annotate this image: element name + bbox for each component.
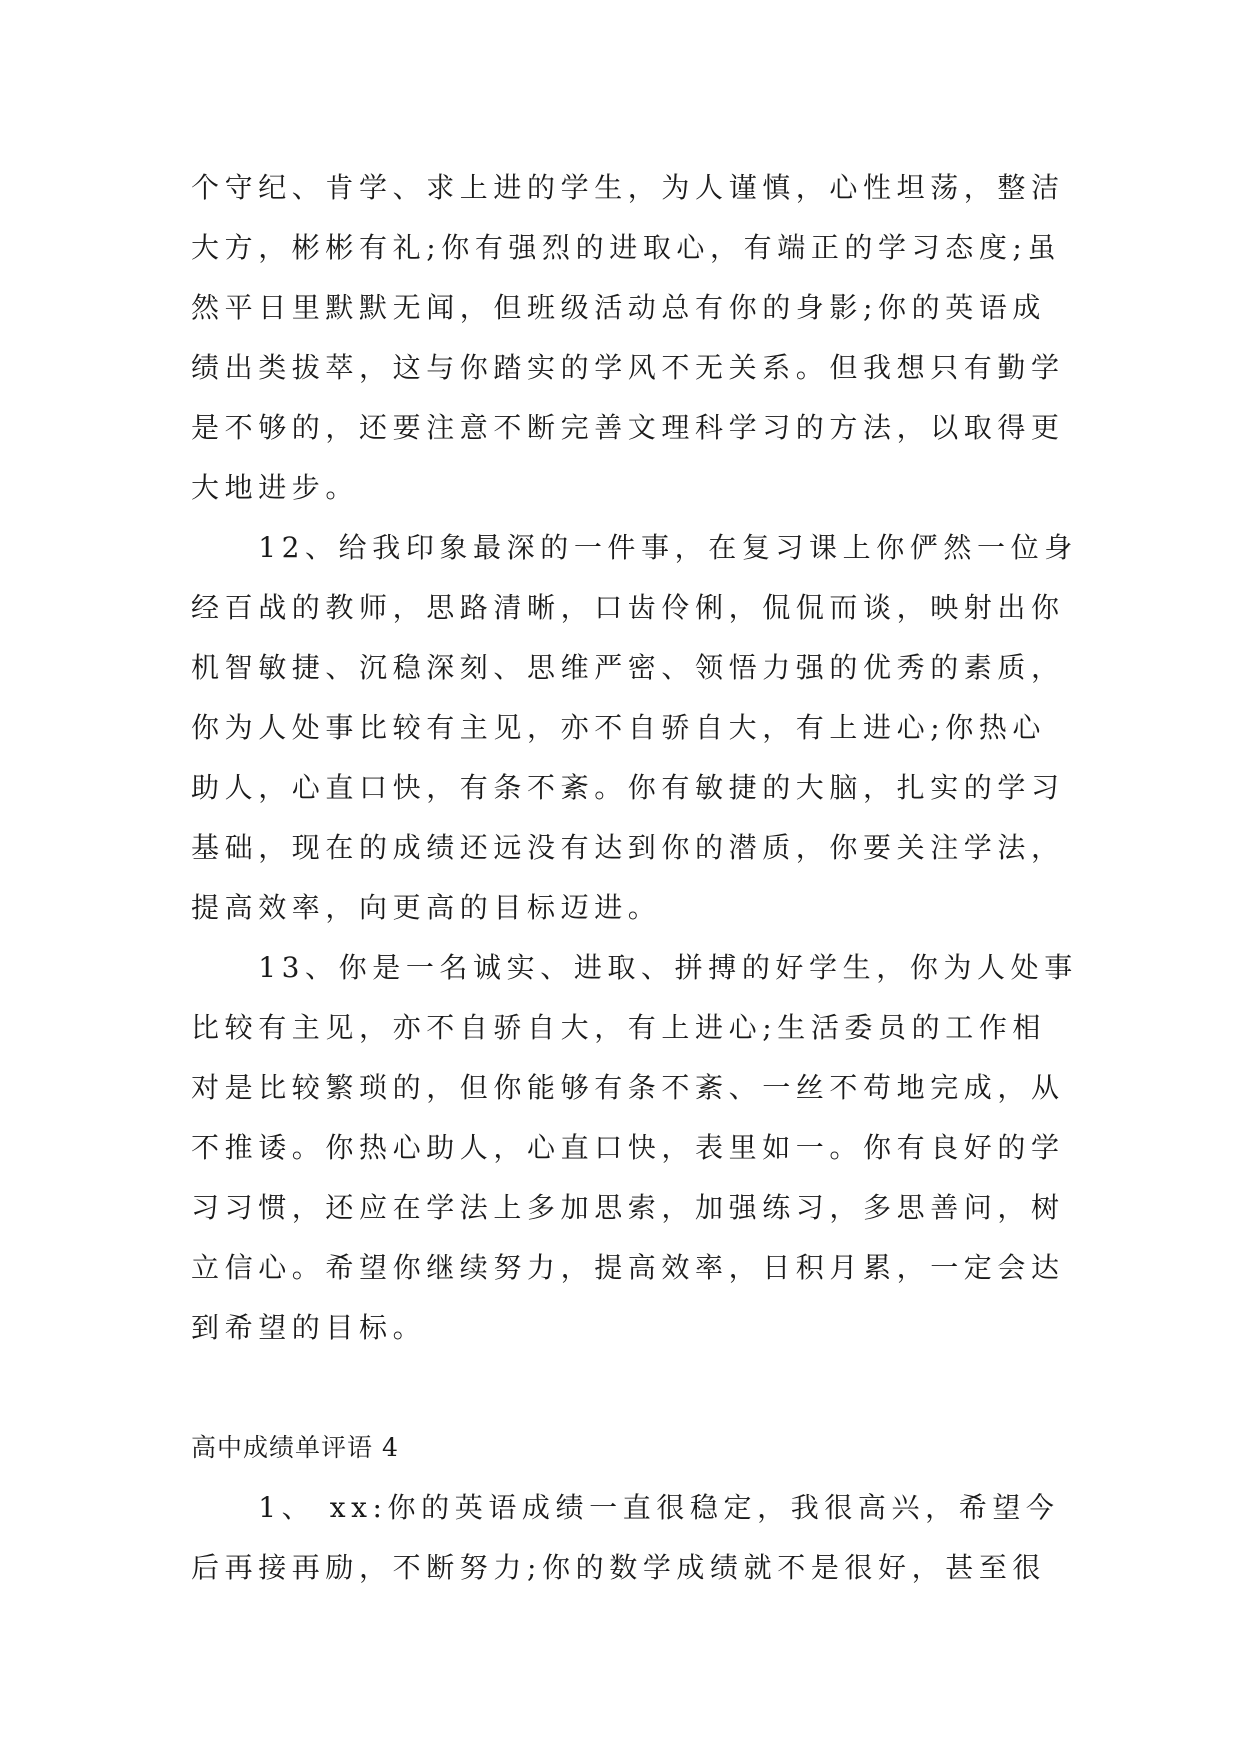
section-spacer [191, 1358, 1059, 1418]
paragraph-line: 后再接再励，不断努力;你的数学成绩就不是很好，甚至很 [191, 1551, 1047, 1584]
paragraph-line: 是不够的，还要注意不断完善文理科学习的方法，以取得更 [191, 411, 1065, 444]
paragraph-line: 不推诿。你热心助人，心直口快，表里如一。你有良好的学 [191, 1131, 1065, 1164]
paragraph-12 [191, 518, 1078, 938]
paragraph-13 [191, 938, 1078, 1358]
paragraph-line: 12、给我印象最深的一件事，在复习课上你俨然一位身 [191, 531, 1078, 564]
document-body [191, 158, 1078, 1598]
paragraph-intro [191, 158, 1065, 518]
paragraph-line: 提高效率，向更高的目标迈进。 [191, 891, 662, 924]
paragraph-line: 大地进步。 [191, 471, 360, 504]
paragraph-line: 然平日里默默无闻，但班级活动总有你的身影;你的英语成 [191, 291, 1047, 324]
paragraph-line: 比较有主见，亦不自骄自大，有上进心;生活委员的工作相 [191, 1011, 1047, 1044]
paragraph-line: 1、 xx:你的英语成绩一直很稳定，我很高兴，希望今 [191, 1491, 1060, 1524]
paragraph-line: 习习惯，还应在学法上多加思索，加强练习，多思善问，树 [191, 1191, 1065, 1224]
paragraph-line: 立信心。希望你继续努力，提高效率，日积月累，一定会达 [191, 1251, 1065, 1284]
paragraph-line: 你为人处事比较有主见，亦不自骄自大，有上进心;你热心 [191, 711, 1047, 744]
paragraph-line: 机智敏捷、沉稳深刻、思维严密、领悟力强的优秀的素质， [191, 651, 1065, 684]
paragraph-section4-item1 [191, 1478, 1059, 1598]
paragraph-line: 个守纪、肯学、求上进的学生，为人谨慎，心性坦荡，整洁 [191, 171, 1065, 204]
paragraph-line: 大方，彬彬有礼;你有强烈的进取心，有端正的学习态度;虽 [191, 231, 1062, 264]
paragraph-line: 13、你是一名诚实、进取、拼搏的好学生，你为人处事 [191, 951, 1078, 984]
paragraph-line: 对是比较繁琐的，但你能够有条不紊、一丝不苟地完成，从 [191, 1071, 1065, 1104]
paragraph-line: 绩出类拔萃，这与你踏实的学风不无关系。但我想只有勤学 [191, 351, 1065, 384]
paragraph-line: 经百战的教师，思路清晰，口齿伶俐，侃侃而谈，映射出你 [191, 591, 1065, 624]
section-heading: 高中成绩单评语 4 [191, 1433, 399, 1462]
paragraph-line: 基础，现在的成绩还远没有达到你的潜质，你要关注学法， [191, 831, 1065, 864]
paragraph-line: 到希望的目标。 [191, 1311, 427, 1344]
paragraph-line: 助人，心直口快，有条不紊。你有敏捷的大脑，扎实的学习 [191, 771, 1065, 804]
